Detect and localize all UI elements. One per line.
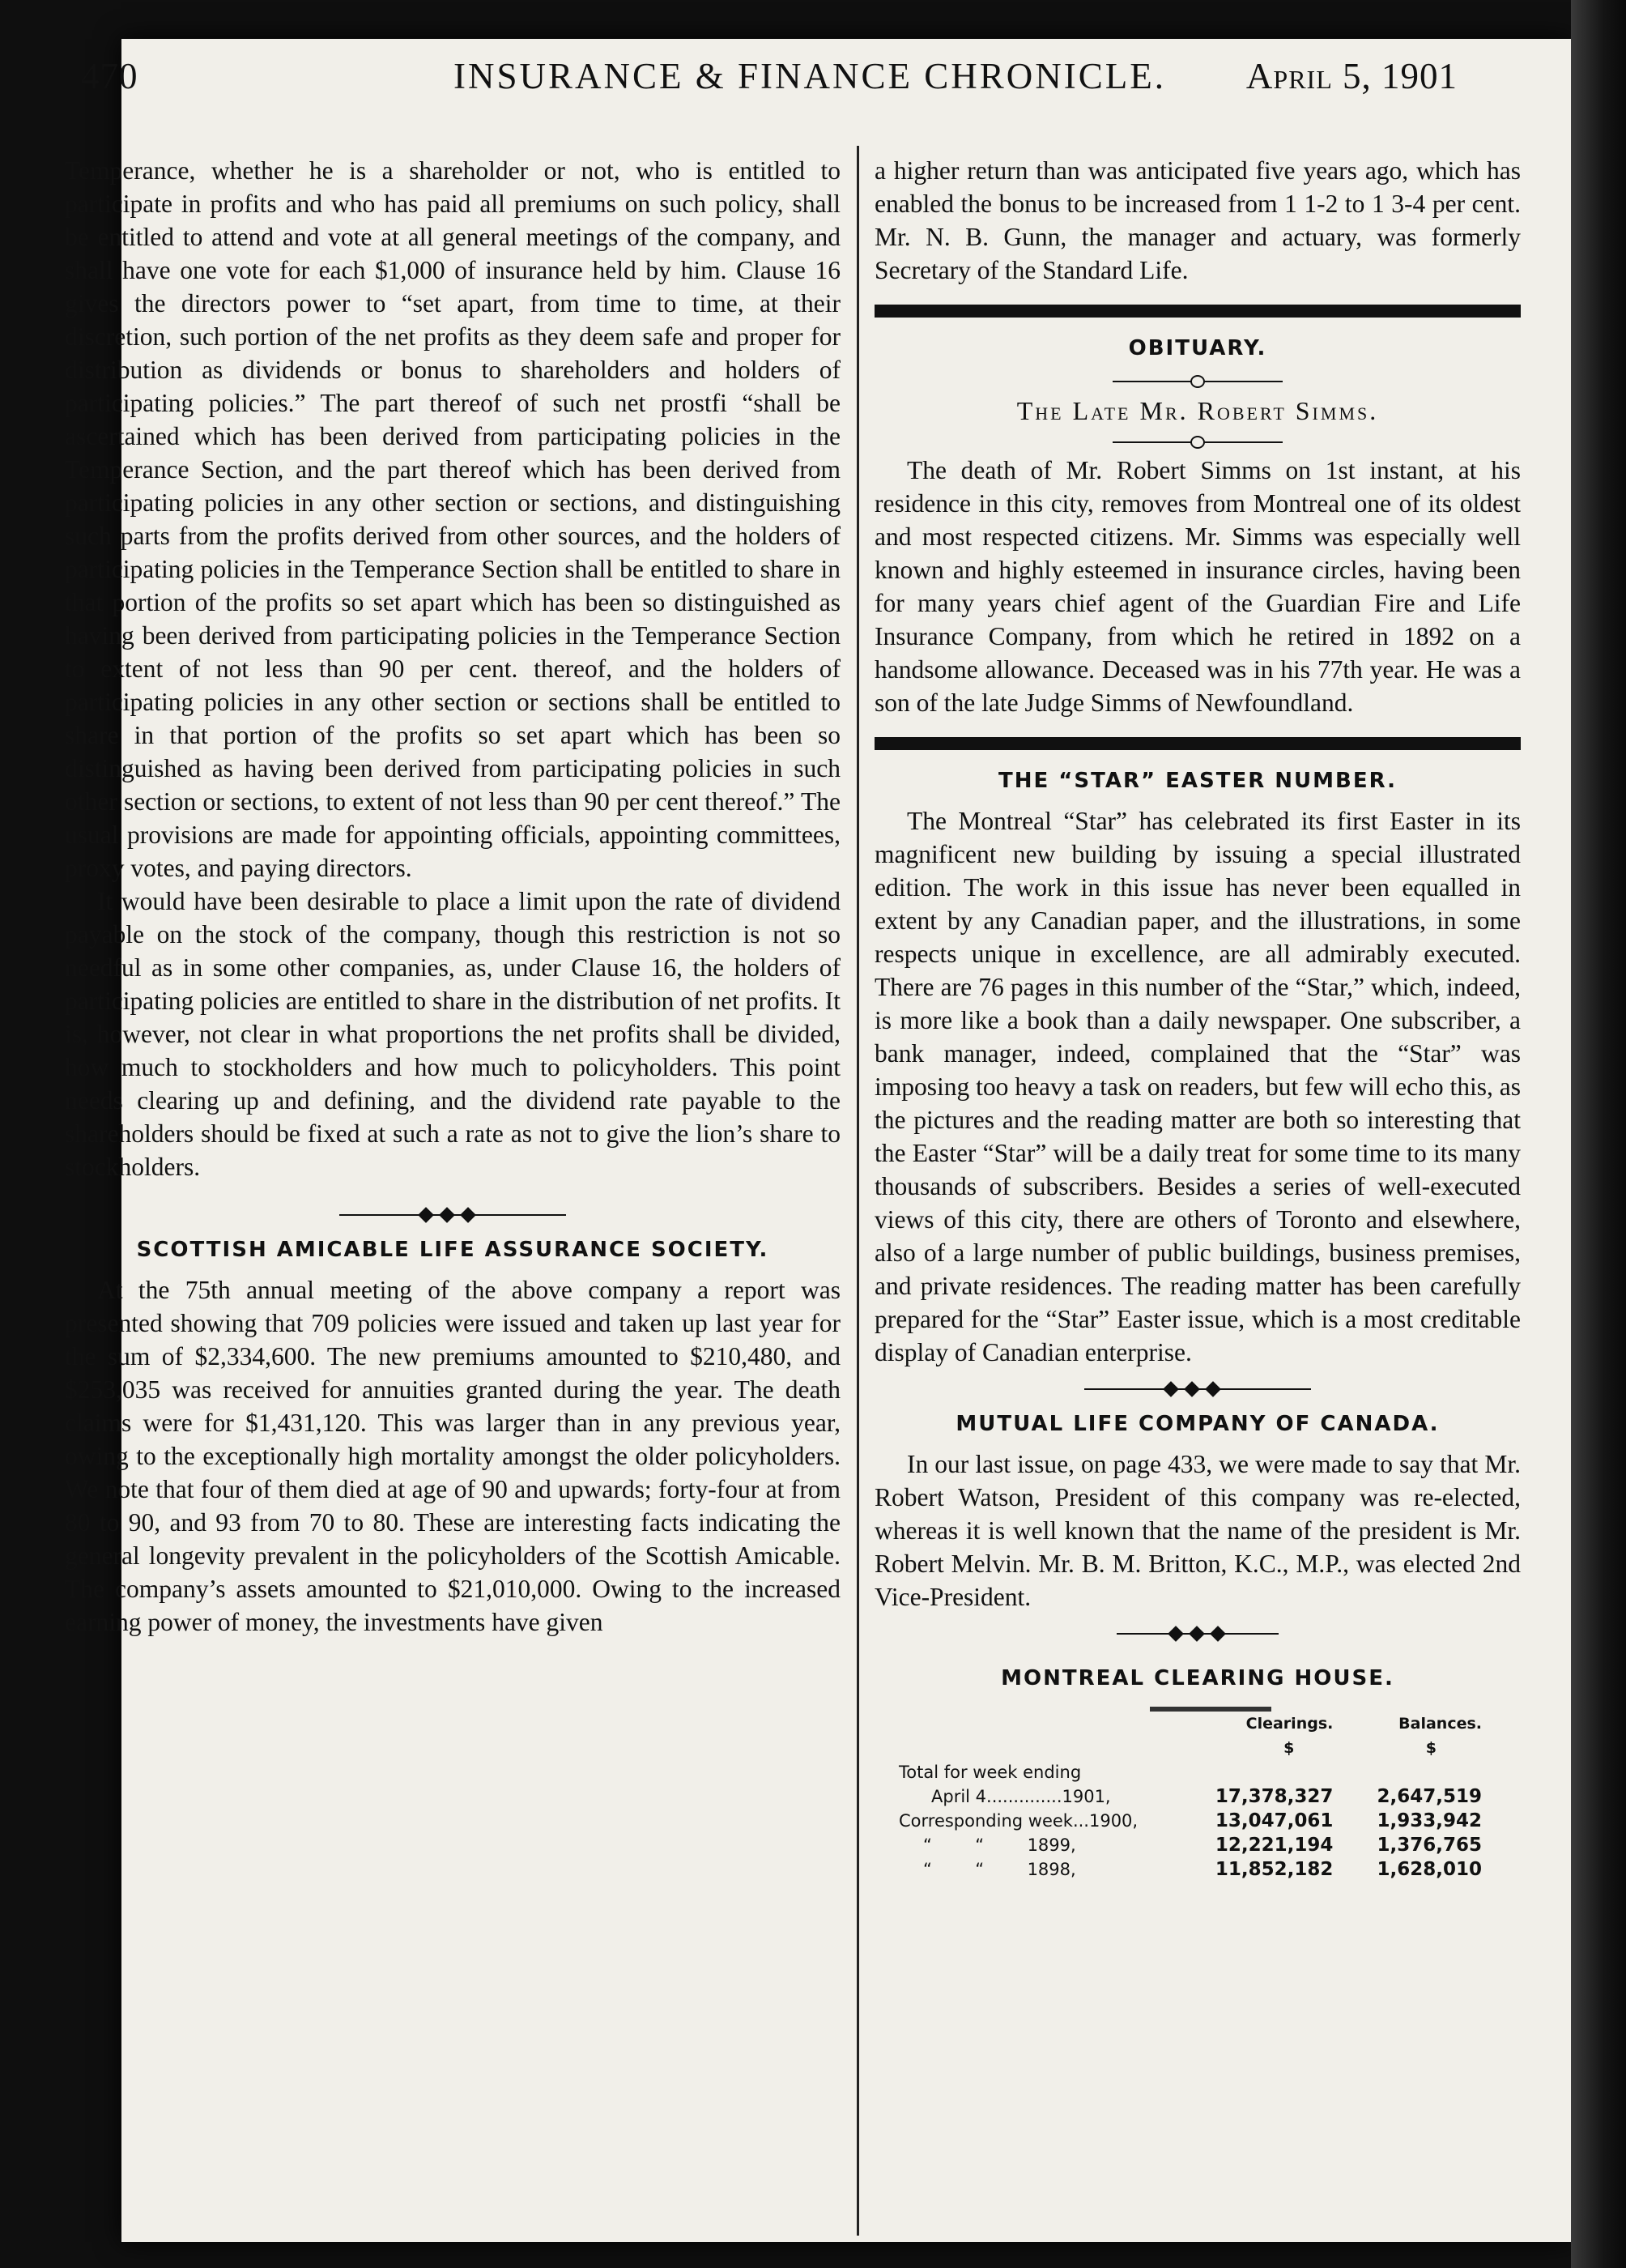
clearings-value: 11,852,182: [1215, 1859, 1334, 1880]
left-column: [65, 154, 841, 1639]
col-clearings-header: Clearings.: [1245, 1715, 1334, 1733]
clearings-value: 13,047,061: [1215, 1810, 1334, 1831]
row-label: Corresponding week...1900,: [899, 1811, 1139, 1831]
section-rule: [875, 305, 1521, 318]
ornament-divider: [1084, 1379, 1311, 1400]
col-clearings-unit: $: [1283, 1739, 1295, 1757]
table-row: [899, 1809, 1482, 1833]
continuation-paragraph: a higher return than was anticipated five years ago, which has enabled the bonus to be increased from 1 1-2 to 1 3-4 per cent. Mr. N. B. Gunn, the manager and actuary, was formerly Secretary of the Standard Life.: [875, 156, 1521, 284]
page-number: 470: [81, 56, 138, 96]
obituary-text: The death of Mr. Robert Simms on 1st instant, at his residence in this city, removes from Montreal one of its oldest and most respected citizens. Mr. Simms was especially well known and highly esteemed in insurance circles, having been for many years chief agent of the Guardian Fire and Life Insurance Company, from which he retired in 1892 on a handsome allowance. Deceased was in his 77th year. He was a son of the late Judge Simms of Newfoundland.: [875, 456, 1521, 717]
balances-value: 1,376,765: [1377, 1835, 1482, 1856]
o-divider: [1113, 372, 1283, 391]
table-row: [899, 1784, 1482, 1809]
clearings-value: 12,221,194: [1215, 1835, 1334, 1856]
scan-edge: [1571, 0, 1626, 2268]
balances-value: 1,933,942: [1377, 1810, 1482, 1831]
col-balances-header: Balances.: [1398, 1715, 1482, 1733]
row-label: “ “ 1898,: [923, 1860, 1076, 1879]
table-row: [899, 1833, 1482, 1857]
ornament-divider: [339, 1204, 566, 1226]
obituary-heading: OBITUARY.: [1128, 336, 1267, 360]
star-easter-heading: THE “STAR” EASTER NUMBER.: [998, 769, 1397, 793]
scottish-amicable-heading: SCOTTISH AMICABLE LIFE ASSURANCE SOCIETY.: [136, 1238, 769, 1262]
col-balances-unit: $: [1425, 1739, 1437, 1757]
paragraph-dividend: It would have been desirable to place a limit upon the rate of dividend payable on the stock of the company, though this restriction is not so needful as in some other companies, as, under Clause 16, the holders of participating policies are entitled to share in the distribution of net profits. It is, however, not clear in what proportions the net profits shall be divided, how much to stockholders and how much to policyholders. This point needs clearing up and defining, and the dividend rate payable to the shareholders should be fixed at such a rate as not to give the lion’s share to stockholders.: [65, 887, 841, 1181]
table-row: [899, 1760, 1482, 1784]
row-label: “ “ 1899,: [923, 1835, 1076, 1855]
column-rule: [857, 146, 859, 2236]
table-units-row: [899, 1736, 1482, 1760]
table-row: [899, 1857, 1482, 1882]
star-easter-text: The Montreal “Star” has celebrated its first Easter in its magnificent new building by issuing a special illustrated edition. The work in this issue has never been equalled in extent by any Canadian paper, and the illustrations, in some respects unique in excellence, are all admirably executed. There are 76 pages in this number of the “Star,” which, indeed, is more like a book than a daily newspaper. One subscriber, a bank manager, indeed, complained that the “Star” was imposing too heavy a task on readers, but few will echo this, as the pictures and the reading matter are both so interesting that the Easter “Star” will be a daily treat for some time to its many thousands of subscribers. Besides a series of well-executed views of this city, there are others of Toronto and elsewhere, also of a large number of public buildings, business premises, and private residences. The reading matter has been carefully prepared for the “Star” Easter issue, which is a most creditable display of Canadian enterprise.: [875, 807, 1521, 1366]
obituary-subheading: The Late Mr. Robert Simms.: [1016, 396, 1379, 425]
page-header: [81, 55, 1458, 112]
mutual-life-heading: MUTUAL LIFE COMPANY OF CANADA.: [956, 1412, 1440, 1436]
table-header-row: [899, 1712, 1482, 1736]
row-label: Total for week ending: [899, 1763, 1082, 1782]
clearings-value: 17,378,327: [1215, 1786, 1334, 1807]
scottish-amicable-text: At the 75th annual meeting of the above company a report was presented showing that 709 policies were issued and taken up last year for the sum of $2,334,600. The new premiums amounted to $210,480, and $253,035 was received for annuities granted during the year. The death claims were for $1,431,120. This was larger than in any previous year, owing to the exceptionally high mortality amongst the older policyholders. We note that four of them died at age of 90 and upwards; forty-four at from 80 to 90, and 93 from 70 to 80. These are interesting facts indicating the general longevity prevalent in the policyholders of the Scottish Amicable. The company’s assets amounted to $21,010,000. Owing to the increased earning power of money, the investments have given: [65, 1276, 841, 1636]
balances-value: 1,628,010: [1377, 1859, 1482, 1880]
paragraph-temperance: Temperance, whether he is a shareholder or not, who is entitled to participate in profits and who has paid all premiums on such policy, shall be entitled to attend and vote at all general meetings of the company, and shall have one vote for each $1,000 of insurance held by him. Clause 16 gives the directors power to “set apart, from time to time, at their discretion, such portion of the net profits as they deem safe and proper for distribution as dividends or bonus to shareholders and holders of participating policies.” The part thereof of such net prostfi “shall be ascertained which has been derived from participating policies in the Temperance Section, and the part thereof which has been derived from participating policies in any other section or sections, and distinguishing such parts from the profits derived from other sources, and the holders of participating policies in the Temperance Section shall be entitled to share in that portion of the profits so set apart which has been so distinguished as having been derived from participating policies in the Temperance Section to extent of not less than 90 per cent. thereof, and the holders of participating policies in any other section or sections shall be entitled to share in that portion of the profits so set apart which has been so distinguished as having been derived from participating policies in such other section or sections, to extent of not less than 90 per cent thereof.” The usual provisions are made for appointing officials, appointing committees, proxy votes, and paying directors.: [65, 156, 841, 882]
row-label: April 4..............1901,: [931, 1787, 1111, 1806]
clearing-house-heading: MONTREAL CLEARING HOUSE.: [1001, 1666, 1394, 1690]
right-column: [875, 154, 1521, 1882]
balances-value: 2,647,519: [1377, 1786, 1482, 1807]
o-divider: [1113, 433, 1283, 452]
section-rule: [875, 737, 1521, 750]
clearing-house-table: [899, 1712, 1482, 1882]
issue-date: April 5, 1901: [1245, 56, 1458, 96]
publication-title: INSURANCE & FINANCE CHRONICLE.: [453, 56, 1167, 96]
ornament-divider: [1117, 1623, 1279, 1644]
mutual-life-text: In our last issue, on page 433, we were made to say that Mr. Robert Watson, President of this company was re-elected, whereas it is well known that the name of the president is Mr. Robert Melvin. Mr. B. M. Britton, K.C., M.P., was elected 2nd Vice-President.: [875, 1450, 1521, 1611]
